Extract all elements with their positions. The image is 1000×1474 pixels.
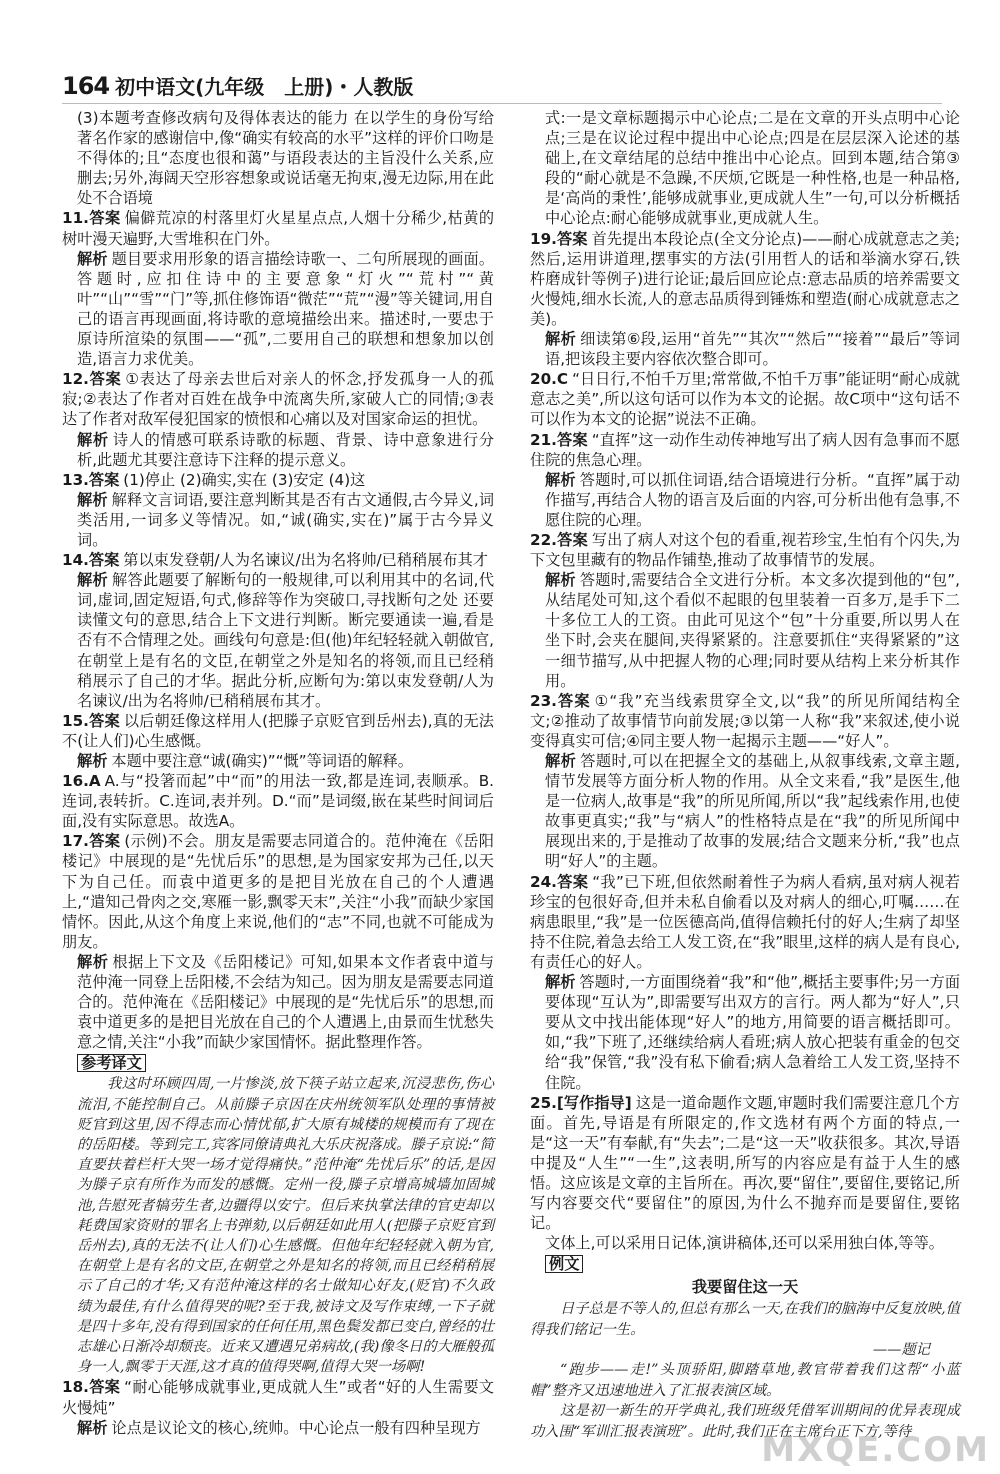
answer-item <box>530 1233 960 1253</box>
answer-text: 偏僻荒凉的村落里灯火星星点点,人烟十分稀少,枯黄的树叶漫天遍野,大雪堆积在门外。 <box>62 209 495 248</box>
answer-text: 答题时,需要结合全文进行分析。本文多次提到他的“包”,从结尾处可知,这个看似不起眼的包里装着一百多万,是手下二十多位工人的工资。由此可见这个“包”十分重要,所以男人在坐下时,会夹在腿间,夹得紧紧的。注意要抓住“夹得紧紧的”这一细节描写,从中把握人物的心理;同时要从结构上来分析其作用。 <box>545 571 960 690</box>
answer-label: 23.答案 <box>530 691 591 710</box>
answer-label: 25.[写作指导] <box>530 1093 632 1112</box>
answer-item <box>530 1093 960 1234</box>
answer-text: 解释文言词语,要注意判断其是否有古文通假,古今异义,词类活用,一词多义等情况。如,“诚(确实,实在)”属于古今异义词。 <box>77 490 495 549</box>
answer-label: 16.A <box>62 772 101 791</box>
answer-label: 20.C <box>530 370 569 389</box>
answer-text: 本题中要注意“诚(确实)”“慨”等词语的解释。 <box>111 752 413 770</box>
answer-text: “耐心能够成就事业,更成就人生”或者“好的人生需要文火慢炖” <box>62 1378 494 1417</box>
answer-item <box>62 952 494 1052</box>
answer-item <box>530 751 960 872</box>
answer-label: 解析 <box>545 752 577 770</box>
answer-item <box>530 369 960 429</box>
answer-item <box>62 1377 494 1417</box>
answer-item <box>530 108 960 229</box>
answer-label: 13.答案 <box>62 470 120 489</box>
answer-label: 解析 <box>77 1418 108 1437</box>
answer-item <box>62 831 494 952</box>
answer-label: 解析 <box>545 470 576 489</box>
answer-text: 这是一道命题作文题,审题时我们需要注意几个方面。首先,导语是有所限定的,作文选材有两个方面的特点,一是“这一天”有奉献,有“失去”;二是“这一天”收获很多。其次,导语中提及“人生”“一生”,这表明,所写的内容应是有益于人生的感悟。这应该是文章的主旨所在。再次,要“留住”,要留住,要铭记,所写内容要交代“要留住”的原因,为什么不抛弃而是要留住,要铭记。 <box>530 1093 960 1233</box>
page-header <box>62 60 942 100</box>
example-signature: ——题记 <box>872 1342 930 1359</box>
site-watermark: MXQE.COM <box>761 1430 990 1470</box>
answer-label: 解析 <box>77 430 109 449</box>
answer-label: 解析 <box>77 952 109 971</box>
left-column <box>62 108 494 1438</box>
translation-heading: 参考译文 <box>77 1054 146 1072</box>
example-epigraph: 日子总是不等人的,但总有那么一天,在我们的脑海中反复放映,值得我们铭记一生。 <box>530 1301 960 1338</box>
answer-text: 细读第⑥段,运用“首先”“其次”“然后”“接着”“最后”等词语,把该段主要内容依次整合即可。 <box>545 330 960 369</box>
answer-text: 答题时,可以抓住词语,结合语境进行分析。“直挥”属于动作描写,再结合人物的语言及后面的内容,可分析出他有急事,不愿住院的心理。 <box>545 470 960 529</box>
answer-text: 答题时,一方面围绕着“我”和“他”,概括主要事件;另一方面要体现“互认为”,即需要写出双方的言行。两人都为“好人”,只要从文中找出能体现“好人”的地方,用简要的语言概括即可。如,“我”下班了,还继续给病人看班;病人放心把装有重金的包交给“我”保管,“我”没有私下偷看;病人急着给工人发工资,坚持不住院。 <box>545 973 961 1092</box>
answer-label: 解析 <box>77 752 108 770</box>
answer-label: 11.答案 <box>62 209 121 228</box>
answer-text: ①表达了母亲去世后对亲人的怀念,抒发孤身一人的孤寂;②表达了作者对百姓在战争中流离失所,家破人亡的同情;③表达了作者对敌军侵犯国家的愤恨和心痛以及对国家命运的担忧。 <box>62 370 494 429</box>
answer-item <box>530 430 960 470</box>
answer-text: “日日行,不怕千万里;常常做,不怕千万事”能证明“耐心成就意志之美”,所以这句话可以作为本文的论据。故C项中“这句话不可以作为本文的论据”说法不正确。 <box>530 370 960 429</box>
answer-text: 解答此题要了解断句的一般规律,可以利用其中的名词,代词,虚词,固定短语,句式,修辞等作为突破口,寻找断句之处 还要读懂文句的意思,结合上下文进行判断。断完要通读一遍,看是否有不合情理之处。画线句句意是:但(他)年纪轻轻就入朝做官,在朝堂上是有名的文臣,在朝堂之外是知名的将领,而且已经稍稍展示了自己的才华。据此分析,应断句为:第以束发登朝/人为名谏议/出为名将帅/已稍稍展布其才。 <box>77 571 495 710</box>
example-title: 我要留住这一天 <box>691 1278 799 1297</box>
left-tail-answers <box>62 1377 494 1437</box>
answer-item <box>62 430 494 470</box>
page-number: 164 <box>62 72 110 100</box>
answer-label: 12.答案 <box>62 370 122 389</box>
header-rule <box>62 103 942 104</box>
answer-label: 15.答案 <box>62 711 120 730</box>
answer-item <box>530 470 960 530</box>
answer-text: 诗人的情感可联系诗歌的标题、背景、诗中意象进行分析,此题尤其要注意诗下注释的提示意义。 <box>77 430 495 469</box>
book-title: 初中语文(九年级 上册)・人教版 <box>115 75 414 99</box>
answer-text: “我”已下班,但依然耐着性子为病人看病,虽对病人视若珍宝的包很好奇,但并未私自偷看以及对病人的细心,叮嘱……在病患眼里,“我”是一位医德高尚,值得信赖托付的好人;生病了却坚持不住院,着急去给工人发工资,在“我”眼里,这样的病人是有良心,有责任心的好人。 <box>530 872 960 971</box>
answer-item <box>62 470 494 490</box>
answer-label: 22.答案 <box>530 530 588 549</box>
answer-text: (示例)不会。朋友是需要志同道合的。范仲淹在《岳阳楼记》中展现的是“先忧后乐”的思想,是为国家安邦为己任,以天下为自己任。而袁中道更多的是把目光放在自己的个人遭遇上,“遣知己骨肉之交,寒雁一影,飘零天末”,关注“小我”而缺少家国情怀。因此,从这个角度上来说,他们的“志”不同,也就不可能成为朋友。 <box>62 832 494 951</box>
answer-text: 以后朝廷像这样用人(把滕子京贬官到岳州去),真的无法不(让人们)心生感慨。 <box>62 711 494 750</box>
answer-text: 论点是议论文的核心,统帅。中心论点一般有四种呈现方 <box>111 1418 481 1437</box>
answer-item <box>62 208 494 248</box>
answer-label: 解析 <box>545 571 576 590</box>
answer-item <box>530 530 960 570</box>
answer-item <box>530 972 960 1093</box>
answer-item <box>530 570 960 691</box>
answer-text: (1)停止 (2)确实,实在 (3)安定 (4)这 <box>123 470 366 489</box>
answer-text: 第以束发登朝/人为名谏议/出为名将帅/已稍稍展布其才 <box>123 551 488 570</box>
answer-text: 题目要求用形象的语言描绘诗歌一、二句所展现的画面。答题时,应扣住诗中的主要意象“灯火”“荒村”“黄叶”“山”“雪”“门”等,抓住修饰语“微茫”“荒”“漫”等关键词,用自己的语言再现画面,将诗歌的意境描绘出来。描述时,一要忠于原诗所渲染的氛围——“孤”,二要用自己的联想和想象加以创造,语言力求优美。 <box>77 249 495 369</box>
answer-item <box>62 490 494 550</box>
answer-label: 14.答案 <box>62 551 120 570</box>
answer-item <box>530 329 960 369</box>
answer-item <box>62 751 494 771</box>
answer-item <box>62 1418 494 1438</box>
answer-item <box>530 872 960 972</box>
translation-text <box>62 1074 494 1377</box>
answer-label: 解析 <box>77 249 108 268</box>
example-label: 例文 <box>545 1255 583 1273</box>
answer-text: (3)本题考查修改病句及得体表达的能力 在以学生的身份写给著名作家的感谢信中,像“确实有较高的水平”这样的评价口吻是不得体的;且“态度也很和蔼”与语段表达的主旨没什么关系,应删去;另外,海阔天空形容想象或说话毫无拘束,漫无边际,用在此处不合语境 <box>77 109 494 208</box>
answer-label: 24.答案 <box>530 872 589 891</box>
answer-text: A.与“投箸而起”中“而”的用法一致,都是连词,表顺承。B.连词,表转折。C.连词,表并列。D.“而”是词缀,嵌在某些时间词后面,没有实际意思。故选A。 <box>62 772 494 831</box>
answer-text: 写出了病人对这个包的看重,视若珍宝,生怕有个闪失,为下文包里藏有的物品作铺垫,推动了故事情节的发展。 <box>530 530 961 570</box>
answer-label: 解析 <box>545 973 576 992</box>
answer-label: 17.答案 <box>62 832 121 851</box>
left-answers <box>62 108 494 1052</box>
answer-text: ①“我”充当线索贯穿全文,以“我”的所见所闻结构全文;②推动了故事情节向前发展;③以第一人称“我”来叙述,使小说变得真实可信;④同主要人物一起揭示主题——“好人”。 <box>530 691 960 750</box>
answer-item <box>62 550 494 570</box>
example-paragraph: “跑步——走!”头顶骄阳,脚踏草地,教官带着我们这帮“小蓝帽”整齐又迅速地进入了汇报表演区域。 <box>530 1362 960 1399</box>
answer-item <box>62 249 494 370</box>
answer-text: 根据上下文及《岳阳楼记》可知,如果本文作者袁中道与范仲淹一同登上岳阳楼,不会结为知己。因为朋友是需要志同道合的。范仲淹在《岳阳楼记》中展现的是“先忧后乐”的思想,而袁中道更多的是把目光放在自己的个人遭遇上,由景而生忧愁失意之情,关注“小我”而缺少家国情怀。据此整理作答。 <box>77 952 495 1052</box>
answer-text: 文体上,可以采用日记体,演讲稿体,还可以采用独白体,等等。 <box>545 1234 944 1253</box>
answer-label: 18.答案 <box>62 1378 121 1397</box>
answer-label: 解析 <box>77 490 108 509</box>
answer-label: 21.答案 <box>530 430 588 449</box>
answer-label: 解析 <box>77 571 109 590</box>
answer-item <box>62 570 494 711</box>
answer-text: 式:一是文章标题揭示中心论点;二是在文章的开头点明中心论点;三是在议论过程中提出中心论点;四是在层层深入论述的基础上,在文章结尾的总结中推出中心论点。回到本题,结合第③段的“耐心就是不急躁,不厌烦,它既是一种性格,也是一种品格,是‘高尚的秉性’,能够成就事业,更成就人生”一句,可以分析概括中心论点:耐心能够成就事业,更成就人生。 <box>545 109 960 228</box>
translation-paragraph: 我这时环顾四周,一片惨淡,放下筷子站立起来,沉浸悲伤,伤心流泪,不能控制自己。从前滕子京因在庆州统领军队处理的事情被贬官到这里,因不得志而心情忧郁,扩大原有城楼的规模而有了现在的岳阳楼。等到完工,宾客同僚请典礼大乐庆祝落成。滕子京说:“简直要扶着栏杆大哭一场才觉得痛快。”范仲淹“先忧后乐”的话,是因为滕子京有所作为而发的感慨。定州一役,滕子京增高城墙加固城池,告慰死者犒劳生者,边疆得以安宁。但后来执掌法律的官吏却以耗费国家资财的罪名上书弹劾,以后朝廷如此用人(把滕子京贬官到岳州去),真的无法不(让人们)心生感慨。但他年纪轻轻就入朝为官,在朝堂上是有名的文臣,在朝堂之外是知名的将领,而且已经稍稍展示了自己的才华;又有范仲淹这样的名士做知心好友,(贬官)不久政绩为最佳,有什么值得哭的呢?至于我,被诗文及写作束缚,一下子就是四十多年,没有得到国家的任何任用,黑色鬓发都已变白,曾经的壮志雄心日渐冷却颓丧。近来又遭遇兄弟病故,(我)像冬日的大雁般孤身一人,飘零于天涯,这才真的值得哭啊,值得大哭一场啊! <box>77 1076 494 1376</box>
right-column <box>530 108 960 1442</box>
answer-item <box>62 771 494 831</box>
right-answers <box>530 108 960 1253</box>
answer-item <box>62 369 494 429</box>
answer-label: 19.答案 <box>530 229 588 248</box>
answer-text: 首先提出本段论点(全文分论点)——耐心成就意志之美;然后,运用讲道理,摆事实的方法(引用哲人的话和举滴水穿石,铁杵磨成针等例子)进行论证;最后回应论点:意志品质的培养需要文火慢炖,细水长流,人的意志品质得到锤炼和塑造(耐心成就意志之美)。 <box>530 229 960 328</box>
answer-item <box>530 691 960 751</box>
answer-label: 解析 <box>545 330 577 349</box>
answer-text: 答题时,可以在把握全文的基础上,从叙事线索,文章主题,情节发展等方面分析人物的作用。从全文来看,“我”是医生,他是一位病人,故事是“我”的所见所闻,所以“我”起线索作用,也使故事更真实;“我”与“病人”的性格特点是在“我”的所见所闻中展现出来的,于是推动了故事的发展;结合文题来分析,“我”也点明“好人”的主题。 <box>545 752 961 871</box>
answer-item <box>62 711 494 751</box>
answer-text: “直挥”这一动作生动传神地写出了病人因有急事而不愿住院的焦急心理。 <box>530 430 960 469</box>
answer-item <box>62 108 494 208</box>
answer-item <box>530 229 960 329</box>
example-paragraph: 这是初一新生的开学典礼,我们班级凭借军训期间的优异表现成功入围“军训汇报表演班”。此时,我们正在主席台正下方,等待 <box>530 1403 960 1440</box>
